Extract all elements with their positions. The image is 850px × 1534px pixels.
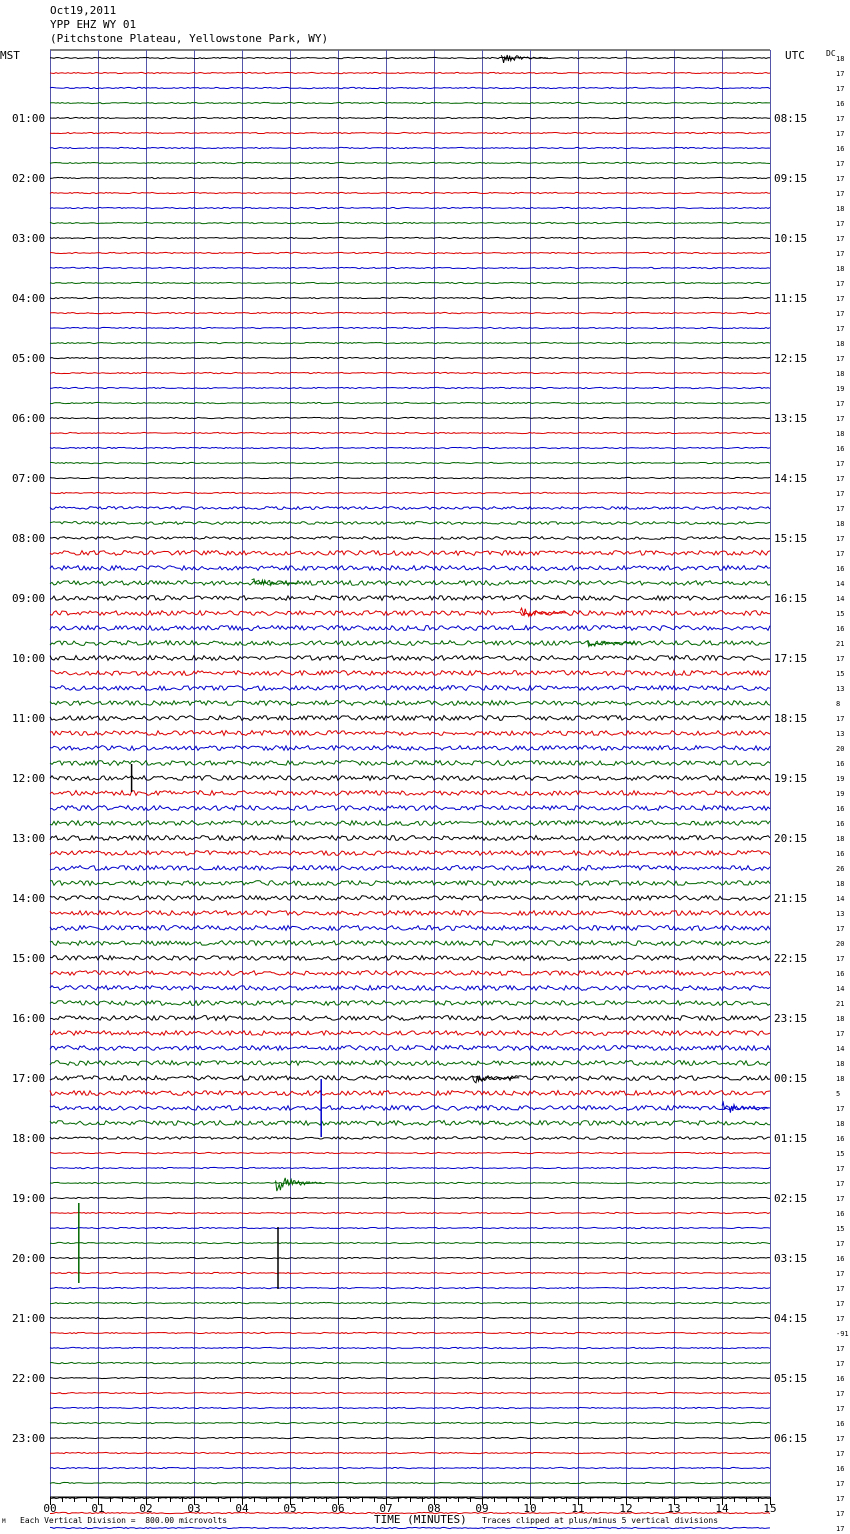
utc-hour-label: 08:15 — [774, 112, 808, 125]
dc-offset-label: 8 — [836, 700, 841, 708]
x-tick-label: 02 — [139, 1502, 153, 1515]
seismic-trace — [50, 1121, 770, 1126]
mst-hour-label: 15:00 — [12, 952, 46, 965]
seismic-trace — [50, 87, 770, 88]
seismic-trace — [50, 1287, 770, 1288]
x-tick-label: 15 — [763, 1502, 777, 1515]
dc-offset-label: 21 — [836, 1000, 845, 1008]
time-gridlines — [50, 50, 771, 1497]
utc-axis-title: UTC — [785, 49, 805, 62]
mst-hour-label: 06:00 — [12, 412, 46, 425]
dc-offset-label: 16 — [836, 1375, 845, 1383]
dc-offset-label: 17 — [836, 1270, 845, 1278]
dc-offset-label: 17 — [836, 160, 845, 168]
dc-offset-label: 16 — [836, 145, 845, 153]
seismic-trace — [50, 971, 770, 976]
seismic-trace — [50, 926, 770, 931]
x-tick-label: 09 — [475, 1502, 489, 1515]
dc-offset-label: 17 — [836, 460, 845, 468]
dc-offset-label: 16 — [836, 565, 845, 573]
seismic-trace — [50, 342, 770, 343]
seismic-trace — [50, 1227, 770, 1228]
seismic-trace — [50, 851, 770, 856]
utc-hour-label: 11:15 — [774, 292, 808, 305]
seismic-trace — [50, 611, 770, 616]
seismic-trace — [50, 417, 770, 418]
scale-note: Each Vertical Division = 800.00 microvolts — [20, 1516, 228, 1525]
seismic-trace — [50, 1527, 770, 1528]
seismic-trace — [50, 686, 770, 691]
seismic-trace — [50, 1347, 770, 1348]
seismic-trace — [50, 791, 770, 796]
mst-hour-label: 11:00 — [12, 712, 46, 725]
seismic-trace — [50, 881, 770, 886]
dc-offset-label: 16 — [836, 820, 845, 828]
dc-offset-label: 17 — [836, 1105, 845, 1113]
seismic-trace — [50, 402, 770, 403]
seismic-trace — [50, 492, 770, 493]
seismic-trace — [50, 1422, 770, 1423]
seismic-trace — [50, 1257, 770, 1258]
dc-offset-label: 17 — [836, 415, 845, 423]
seismic-trace — [50, 1362, 770, 1363]
seismic-trace — [50, 986, 770, 991]
seismic-trace — [50, 701, 770, 706]
dc-offset-label: 17 — [836, 955, 845, 963]
seismic-trace — [50, 462, 770, 463]
seismic-trace — [50, 72, 770, 73]
seismic-trace — [50, 566, 770, 571]
seismic-trace — [50, 1212, 770, 1213]
dc-offset-label: 17 — [836, 1510, 845, 1518]
dc-offset-label: 14 — [836, 895, 845, 903]
dc-offset-label: 18 — [836, 55, 845, 63]
dc-offset-label: 17 — [836, 250, 845, 258]
seismic-trace — [50, 1061, 770, 1066]
dc-offset-label: 14 — [836, 595, 845, 603]
dc-offset-label: 18 — [836, 205, 845, 213]
mst-hour-label: 18:00 — [12, 1132, 46, 1145]
mst-hour-label: 02:00 — [12, 172, 46, 185]
dc-offset-label: 16 — [836, 805, 845, 813]
dc-offset-label: 17 — [836, 70, 845, 78]
dc-offset-label: 16 — [836, 1135, 845, 1143]
dc-offset-label: 17 — [836, 1285, 845, 1293]
dc-offset-label: 21 — [836, 640, 845, 648]
dc-offset-label: 17 — [836, 1480, 845, 1488]
seismic-trace — [50, 626, 770, 631]
dc-offset-label: 17 — [836, 1030, 845, 1038]
dc-offset-label: 17 — [836, 1315, 845, 1323]
utc-hour-label: 01:15 — [774, 1132, 808, 1145]
clip-note: Traces clipped at plus/minus 5 vertical divisions — [482, 1516, 719, 1525]
seismic-trace — [50, 282, 770, 283]
dc-offset-label: 16 — [836, 970, 845, 978]
dc-offset-label: 18 — [836, 520, 845, 528]
seismic-trace — [50, 1332, 770, 1333]
mst-hour-label: 10:00 — [12, 652, 46, 665]
dc-offset-label: 17 — [836, 115, 845, 123]
mst-hour-label: 12:00 — [12, 772, 46, 785]
dc-offset-label: 5 — [836, 1090, 841, 1098]
utc-hour-label: 21:15 — [774, 892, 808, 905]
x-tick-label: 08 — [427, 1502, 441, 1515]
seismic-trace — [50, 596, 770, 601]
dc-offset-label: 18 — [836, 340, 845, 348]
utc-hour-label: 16:15 — [774, 592, 808, 605]
dc-offset-label: 14 — [836, 985, 845, 993]
seismic-trace — [50, 866, 770, 871]
utc-hour-label: 02:15 — [774, 1192, 808, 1205]
mst-hour-label: 17:00 — [12, 1072, 46, 1085]
mst-hour-label: 09:00 — [12, 592, 46, 605]
seismic-trace — [50, 1197, 770, 1198]
seismic-trace — [50, 896, 770, 901]
seismic-trace — [50, 1016, 770, 1021]
seismic-trace — [50, 357, 770, 358]
utc-hour-label: 13:15 — [774, 412, 808, 425]
seismic-event-burst — [276, 1178, 323, 1191]
corner-mark: M — [2, 1518, 6, 1525]
x-tick-label: 01 — [91, 1502, 105, 1515]
dc-offset-label: 20 — [836, 745, 845, 753]
dc-offset-label: 15 — [836, 1150, 845, 1158]
seismic-event-burst — [722, 1102, 769, 1112]
dc-offset-label: 17 — [836, 1435, 845, 1443]
mst-hour-label: 04:00 — [12, 292, 46, 305]
x-tick-label: 10 — [523, 1502, 537, 1515]
dc-offset-label: 17 — [836, 355, 845, 363]
dc-offset-label: 13 — [836, 910, 845, 918]
seismic-trace — [50, 297, 770, 298]
seismic-trace — [50, 821, 770, 826]
utc-hour-label: 06:15 — [774, 1432, 808, 1445]
dc-offset-label: 17 — [836, 295, 845, 303]
dc-offset-label: 17 — [836, 475, 845, 483]
dc-offset-label: 18 — [836, 370, 845, 378]
seismic-trace — [50, 1392, 770, 1393]
seismic-trace — [50, 222, 770, 223]
x-tick-label: 12 — [619, 1502, 633, 1515]
mst-hour-label: 03:00 — [12, 232, 46, 245]
dc-offset-label: 19 — [836, 775, 845, 783]
x-tick-label: 05 — [283, 1502, 297, 1515]
seismic-trace — [50, 252, 770, 253]
dc-offset-label: 17 — [836, 325, 845, 333]
seismic-trace — [50, 327, 770, 328]
dc-offset-label: 17 — [836, 175, 845, 183]
dc-offset-label: 17 — [836, 1360, 845, 1368]
dc-offset-label: 16 — [836, 1255, 845, 1263]
seismic-trace — [50, 1091, 770, 1096]
seismic-trace — [50, 1482, 770, 1483]
x-tick-label: 04 — [235, 1502, 249, 1515]
dc-offset-label: 17 — [836, 490, 845, 498]
seismic-trace — [50, 1152, 770, 1153]
mst-hour-label: 05:00 — [12, 352, 46, 365]
seismic-trace — [50, 911, 770, 916]
x-tick-label: 03 — [187, 1502, 201, 1515]
x-axis-label: TIME (MINUTES) — [374, 1513, 467, 1526]
seismic-trace — [50, 207, 770, 208]
mst-hour-label: 19:00 — [12, 1192, 46, 1205]
station-location: (Pitchstone Plateau, Yellowstone Park, WY) — [50, 32, 329, 45]
seismic-traces — [50, 55, 770, 1534]
seismic-trace — [50, 147, 770, 148]
dc-offset-label: 15 — [836, 1225, 845, 1233]
dc-offset-label: 18 — [836, 430, 845, 438]
dc-offset-label: 17 — [836, 925, 845, 933]
utc-hour-label: 09:15 — [774, 172, 808, 185]
utc-hour-label: 14:15 — [774, 472, 808, 485]
x-tick-label: 06 — [331, 1502, 345, 1515]
seismic-trace — [50, 1317, 770, 1318]
dc-offset-label: 17 — [836, 550, 845, 558]
seismic-trace — [50, 1167, 770, 1168]
dc-offset-label: 16 — [836, 445, 845, 453]
seismic-trace — [50, 1437, 770, 1438]
dc-offset-label: 17 — [836, 220, 845, 228]
mst-hour-label: 23:00 — [12, 1432, 46, 1445]
seismic-trace — [50, 671, 770, 676]
dc-axis-title: DC — [826, 49, 836, 58]
utc-hour-label: 15:15 — [774, 532, 808, 545]
dc-offset-label: 17 — [836, 505, 845, 513]
mst-hour-label: 21:00 — [12, 1312, 46, 1325]
seismic-trace — [50, 102, 770, 103]
dc-offset-label: 17 — [836, 130, 845, 138]
utc-hour-label: 04:15 — [774, 1312, 808, 1325]
dc-offset-label: 15 — [836, 670, 845, 678]
dc-offset-label: 16 — [836, 850, 845, 858]
dc-offset-label: 17 — [836, 1495, 845, 1503]
mst-hour-label: 13:00 — [12, 832, 46, 845]
mst-hour-label: 01:00 — [12, 112, 46, 125]
dc-offset-label: 19 — [836, 385, 845, 393]
station-code: YPP EHZ WY 01 — [50, 18, 137, 31]
dc-offset-label: 26 — [836, 865, 845, 873]
dc-offset-label: 17 — [836, 1180, 845, 1188]
dc-offset-label: 17 — [836, 85, 845, 93]
utc-hour-label: 10:15 — [774, 232, 808, 245]
seismic-trace — [50, 162, 770, 163]
utc-hour-label: 05:15 — [774, 1372, 808, 1385]
x-tick-label: 07 — [379, 1502, 393, 1515]
seismic-trace — [50, 761, 770, 766]
seismic-trace — [50, 641, 770, 646]
seismic-trace — [50, 1001, 770, 1006]
seismic-trace — [50, 1302, 770, 1303]
seismic-trace — [50, 432, 770, 433]
x-tick-label: 14 — [715, 1502, 729, 1515]
mst-hour-label: 07:00 — [12, 472, 46, 485]
dc-offset-label: 17 — [836, 1525, 845, 1533]
seismic-trace — [50, 57, 770, 58]
seismic-trace — [50, 1377, 770, 1378]
utc-hour-label: 20:15 — [774, 832, 808, 845]
hour-labels — [12, 55, 849, 1534]
seismic-trace — [50, 1182, 770, 1183]
seismic-trace — [50, 372, 770, 373]
seismic-trace — [50, 1137, 770, 1140]
dc-offset-label: 20 — [836, 940, 845, 948]
seismic-trace — [50, 1452, 770, 1453]
seismic-trace — [50, 551, 770, 556]
seismic-trace — [50, 956, 770, 961]
seismic-trace — [50, 731, 770, 736]
dc-offset-label: 18 — [836, 1015, 845, 1023]
dc-offset-label: 16 — [836, 760, 845, 768]
seismic-trace — [50, 477, 770, 478]
mst-hour-label: 20:00 — [12, 1252, 46, 1265]
dc-offset-label: 18 — [836, 835, 845, 843]
seismic-trace — [50, 177, 770, 178]
mst-hour-label: 16:00 — [12, 1012, 46, 1025]
dc-offset-label: 17 — [836, 1195, 845, 1203]
seismic-trace — [50, 776, 770, 781]
dc-offset-label: 16 — [836, 625, 845, 633]
seismic-trace — [50, 522, 770, 525]
mst-hour-label: 22:00 — [12, 1372, 46, 1385]
x-tick-label: 00 — [43, 1502, 57, 1515]
seismic-event-burst — [501, 55, 548, 63]
dc-offset-label: 17 — [836, 1165, 845, 1173]
dc-offset-label: 17 — [836, 190, 845, 198]
seismic-trace — [50, 507, 770, 510]
dc-offset-label: 13 — [836, 730, 845, 738]
seismic-trace — [50, 806, 770, 811]
dc-offset-label: 18 — [836, 265, 845, 273]
mst-hour-label: 14:00 — [12, 892, 46, 905]
mst-hour-label: 08:00 — [12, 532, 46, 545]
dc-offset-label: 16 — [836, 1465, 845, 1473]
seismic-trace — [50, 117, 770, 118]
seismic-trace — [50, 716, 770, 721]
dc-offset-label: 17 — [836, 235, 845, 243]
dc-offset-label: 17 — [836, 1300, 845, 1308]
seismic-trace — [50, 1031, 770, 1036]
seismic-trace — [50, 746, 770, 751]
utc-hour-label: 12:15 — [774, 352, 808, 365]
seismic-trace — [50, 941, 770, 946]
dc-offset-label: 17 — [836, 1390, 845, 1398]
seismic-trace — [50, 1407, 770, 1408]
x-tick-label: 13 — [667, 1502, 681, 1515]
dc-offset-label: 18 — [836, 880, 845, 888]
dc-offset-label: 17 — [836, 1450, 845, 1458]
seismic-trace — [50, 237, 770, 238]
dc-offset-label: 13 — [836, 685, 845, 693]
seismic-trace — [50, 836, 770, 841]
mst-axis-title: MST — [0, 49, 20, 62]
dc-offset-label: 19 — [836, 790, 845, 798]
dc-offset-label: -91 — [836, 1330, 849, 1338]
seismic-trace — [50, 1272, 770, 1273]
dc-offset-label: 16 — [836, 1210, 845, 1218]
seismic-trace — [50, 1076, 770, 1081]
dc-offset-label: 17 — [836, 280, 845, 288]
seismic-trace — [50, 387, 770, 388]
utc-hour-label: 03:15 — [774, 1252, 808, 1265]
seismic-trace — [50, 656, 770, 661]
utc-hour-label: 19:15 — [774, 772, 808, 785]
dc-offset-label: 17 — [836, 1345, 845, 1353]
seismic-trace — [50, 581, 770, 586]
seismic-trace — [50, 537, 770, 540]
dc-offset-label: 15 — [836, 610, 845, 618]
utc-hour-label: 00:15 — [774, 1072, 808, 1085]
dc-offset-label: 17 — [836, 1240, 845, 1248]
utc-hour-label: 17:15 — [774, 652, 808, 665]
dc-offset-label: 17 — [836, 400, 845, 408]
dc-offset-label: 18 — [836, 1120, 845, 1128]
utc-hour-label: 23:15 — [774, 1012, 808, 1025]
dc-offset-label: 18 — [836, 1075, 845, 1083]
dc-offset-label: 16 — [836, 1420, 845, 1428]
seismic-trace — [50, 192, 770, 193]
seismic-trace — [50, 447, 770, 448]
utc-hour-label: 18:15 — [774, 712, 808, 725]
seismic-trace — [50, 1242, 770, 1243]
dc-offset-label: 16 — [836, 100, 845, 108]
dc-offset-label: 17 — [836, 310, 845, 318]
seismic-trace — [50, 267, 770, 268]
seismic-event-burst — [520, 608, 567, 616]
dc-offset-label: 14 — [836, 580, 845, 588]
dc-offset-label: 18 — [836, 1060, 845, 1068]
utc-hour-label: 22:15 — [774, 952, 808, 965]
seismic-trace — [50, 132, 770, 133]
dc-offset-label: 17 — [836, 655, 845, 663]
seismic-trace — [50, 1046, 770, 1051]
dc-offset-label: 17 — [836, 715, 845, 723]
seismic-trace — [50, 312, 770, 313]
dc-offset-label: 14 — [836, 1045, 845, 1053]
record-date: Oct19,2011 — [50, 4, 117, 17]
seismic-trace — [50, 1106, 770, 1111]
dc-offset-label: 17 — [836, 1405, 845, 1413]
seismic-trace — [50, 1467, 770, 1468]
dc-offset-label: 17 — [836, 535, 845, 543]
x-tick-label: 11 — [571, 1502, 585, 1515]
